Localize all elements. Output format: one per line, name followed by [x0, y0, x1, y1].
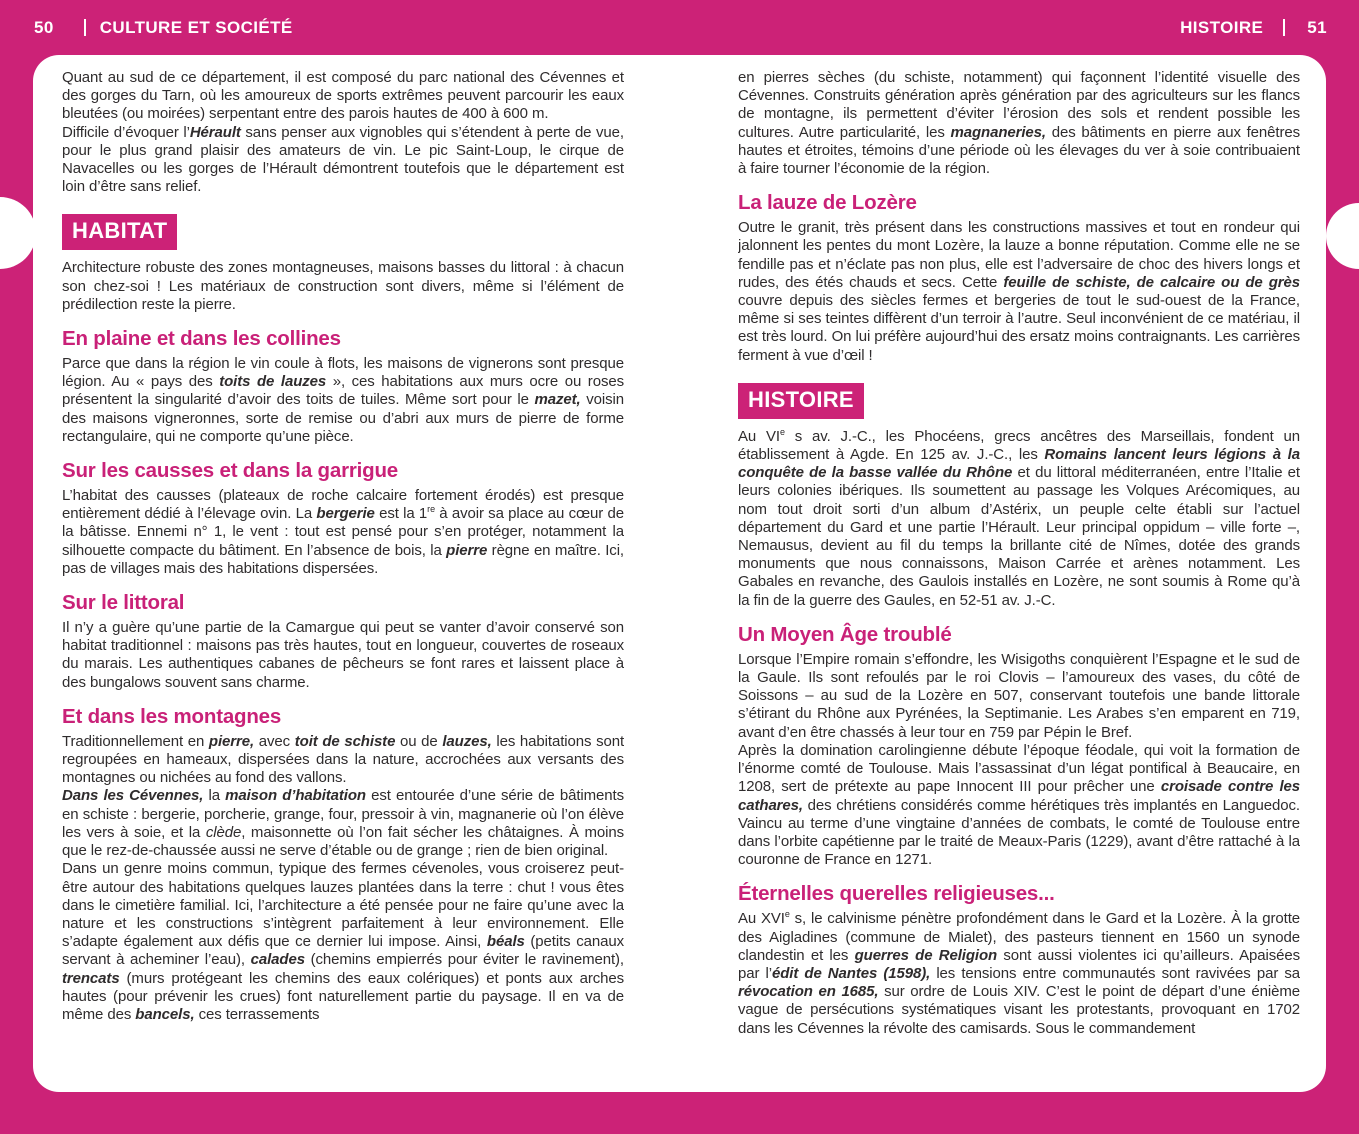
left-section-title: CULTURE ET SOCIÉTÉ — [99, 17, 293, 37]
emphasized-term: mazet, — [534, 391, 581, 409]
emphasized-term: pierre — [446, 541, 488, 559]
emphasized-term: lauzes, — [442, 732, 492, 750]
left-column — [62, 69, 624, 1092]
histoire-antiquite-paragraph: Au VIe s av. J.-C., les Phocéens, grecs ancêtres des Marseillais, fondent un établissement à Agde. En 125 av. J.-C., les Romains lancent leurs légions à la conquête de la basse vallée du Rhône et du littoral méditerranéen, entre l’Italie et leurs colonies ibériques. Ils soumettent au passage les Volques Arécomiques, au nom tout droit sorti d’un album d’Astérix, un peuple celte établi sur l’actuel département du Gard et une partie l’Hérault. Leur principal oppidum – ville forte –, Nemausus, devient au fil du temps la brillante cité de Nîmes, dotée des grands monuments que nous connaissons, Maison Carrée et arènes notamment. Les Gabales en revanche, des Gaulois installés en Lozère, ne sont soumis à Rome qu’à la fin de la guerre des Gaules, en 52-51 av. J.-C. — [738, 426, 1300, 609]
right-page-header — [1180, 0, 1327, 55]
en-plaine-paragraph: Parce que dans la région le vin coule à flots, les maisons de vignerons sont presque légion. Au « pays des toits de lauzes », ces habitations aux murs ocre ou roses présentent la singularité d’avoir des toits de tuiles. Même sort pour le mazet, voisin des maisons vigneronnes, sorte de remise ou d’abri aux murs de pierre de forme rectangulaire, qui ne comporte qu’une pièce. — [62, 355, 624, 445]
thumb-notch-right — [1326, 203, 1359, 269]
subheading-causses: Sur les causses et dans la garrigue — [62, 459, 398, 483]
thumb-notch-left — [0, 197, 36, 269]
lauze-paragraph: Outre le granit, très présent dans les constructions massives et tout en rondeur qui jalonnent les pentes du mont Lozère, la lauze a bonne réputation. Comme elle ne se fendille pas et n’éclate pas non plus, elle est l’adversaire de choc des hivers longs et rudes, des étés chauds et secs. Cette feuille de schiste, de calcaire ou de grès couvre depuis des siècles fermes et bergeries de tout le sud-ouest de la France, même si ses teintes diffèrent d’un terroir à l’autre. Seul inconvénient de ce matériau, il est très lourd. On lui préfère aujourd’hui des ersatz moins contraignants. Les carrières ferment à vue d’œil ! — [738, 219, 1300, 364]
habitat-intro-paragraph: Architecture robuste des zones montagneuses, maisons basses du littoral : à chacun son chez-soi ! Les matériaux de construction sont divers, même si l’élément de prédilection reste la pierre. — [62, 259, 624, 313]
histoire-section-heading: HISTOIRE — [738, 383, 864, 419]
emphasized-term: Romains lancent leurs légions à la conquête de la basse vallée du Rhône — [738, 446, 1300, 482]
littoral-paragraph: Il n’y a guère qu’une partie de la Camargue qui peut se vanter d’avoir conservé son habitat traditionnel : maisons pas très hautes, tout en longueur, couvertes de roseaux du marais. Les authentiques cabanes de pêcheurs se font rares et laissent place à des bungalows souvent sans charme. — [62, 619, 624, 691]
content-sheet — [33, 55, 1326, 1092]
intro-paragraph-2: Difficile d’évoquer l’Hérault sans penser aux vignobles qui s’étendent à perte de vue, pour le plus grand plaisir des amateurs de vin. Le pic Saint-Loup, le cirque de Navacelles ou les gorges de l’Hérault démontrent toutefois que le département est loin d’être sans relief. — [62, 123, 624, 196]
right-column — [738, 69, 1300, 1092]
header-divider-bar-right — [1283, 19, 1285, 36]
querelles-paragraph: Au XVIe s, le calvinisme pénètre profondément dans le Gard et la Lozère. À la grotte des Aigladines (commune de Mialet), des pasteurs tiennent en 1560 un synode clandestin et les guerres de Religion sont aussi violentes ici qu’ailleurs. Apaisées par l’édit de Nantes (1598), les tensions entre communautés sont ravivées par sa révocation en 1685, sur ordre de Louis XIV. C’est le point de départ d’une énième vague de persécutions systématiques visant les protestants, provoquant en 1702 dans les Cévennes la révolte des camisards. Sous le commandement — [738, 909, 1300, 1037]
subheading-montagnes: Et dans les montagnes — [62, 704, 282, 728]
subheading-lauze: La lauze de Lozère — [738, 191, 917, 215]
habitat-section-heading-row — [62, 214, 624, 250]
emphasized-term: e — [784, 909, 790, 920]
habitat-section-heading: HABITAT — [62, 214, 177, 250]
montagnes-paragraph-1: Traditionnellement en pierre, avec toit de schiste ou de lauzes, les habitations sont regroupées en hameaux, dispersées dans la nature, accrochées aux versants des montagnes ou nichées au fond des vallons. — [62, 732, 624, 787]
emphasized-term: calades — [250, 951, 305, 969]
subheading-moyen-age: Un Moyen Âge troublé — [738, 622, 952, 646]
intro-paragraph-1: Quant au sud de ce département, il est composé du parc national des Cévennes et des gorges du Tarn, où les amoureux de sports extrêmes peuvent parcourir les eaux bleutées (ou moirées) serpentant entre des parois hautes de 400 à 600 m. — [62, 69, 624, 123]
emphasized-term: toit de schiste — [294, 732, 396, 750]
emphasized-term: toits de lauzes — [219, 373, 327, 391]
header-divider-bar-left — [84, 19, 86, 36]
emphasized-term: révocation en 1685, — [738, 983, 879, 1001]
subheading-littoral: Sur le littoral — [62, 591, 185, 615]
emphasized-term: magnaneries, — [950, 123, 1046, 141]
emphasized-term: bancels, — [135, 1005, 195, 1023]
moyen-age-paragraph-2: Après la domination carolingienne débute l’époque féodale, qui voit la formation de l’énorme comté de Toulouse. Mais l’assassinat d’un légat pontifical à Beaucaire, en 1208, sert de prétexte au pape Innocent III pour prêcher une croisade contre les cathares, des chrétiens considérés comme hérétiques très implantés en Languedoc. Vaincu au terme d’une vingtaine d’années de combats, le comté de Toulouse entre dans l’orbite capétienne par le traité de Meaux-Paris (1229), avant d’être rattaché à la couronne de France en 1271. — [738, 741, 1300, 869]
emphasized-term: bergerie — [316, 505, 375, 523]
emphasized-term: maison d’habitation — [225, 787, 366, 805]
emphasized-term: pierre, — [208, 732, 255, 750]
emphasized-term: Hérault — [189, 123, 241, 141]
right-page-number: 51 — [1307, 17, 1327, 37]
moyen-age-paragraph-1: Lorsque l’Empire romain s’effondre, les Wisigoths conquièrent l’Espagne et le sud de la Gaule. Ils sont refoulés par le roi Clovis – l’amoureux des vases, du côté de Soissons – au sud de la Lozère en 507, conservant toutefois une bande littorale s’étirant du Rhône aux Pyrénées, la Septimanie. Les Arabes s’en emparent en 719, avant d’en être chassés à leur tour en 759 par Pépin le Bref. — [738, 650, 1300, 741]
montagnes-paragraph-3: Dans un genre moins commun, typique des fermes cévenoles, vous croiserez peut-être autour des habitations quelques lauzes plantées dans la terre : chut ! vous êtes dans le cimetière familial. Ici, l’architecture a été pensée pour ne faire qu’une avec la nature et les constructions s’intègrent parfaitement à leur environnement. Elle s’adapte également aux défis que ce dernier lui impose. Ainsi, béals (petits canaux servant à acheminer l’eau), calades (chemins empierrés pour éviter le ravinement), trencats (murs protégeant les chemins des eaux colériques) et ponts aux arches hautes (pour prévenir les crues) font naturellement partie du paysage. Il en va de même des bancels, ces terrassements — [62, 860, 624, 1023]
emphasized-term: édit de Nantes (1598), — [771, 964, 931, 982]
left-page-number: 50 — [34, 17, 54, 37]
emphasized-term: feuille de schiste, de calcaire ou de grès — [1003, 273, 1300, 291]
subheading-en-plaine: En plaine et dans les collines — [62, 327, 341, 351]
right-section-title: HISTOIRE — [1180, 17, 1264, 37]
left-page-header — [34, 0, 293, 55]
emphasized-term: re — [427, 504, 435, 515]
bancels-continuation-paragraph: en pierres sèches (du schiste, notamment) qui façonnent l’identité visuelle des Cévennes. Construits génération après génération par des agriculteurs sur les flancs de montagne, ils permettent d’éviter l’érosion des sols et rendent possible les cultures. Autre particularité, les magnaneries, des bâtiments en pierre aux fenêtres hautes et étroites, témoins d’une période où les élevages du ver à soie contribuaient à faire tourner l’économie de la région. — [738, 69, 1300, 178]
emphasized-term: béals — [486, 933, 525, 951]
causses-paragraph: L’habitat des causses (plateaux de roche calcaire fortement érodés) est presque entièrement dédié à l’élevage ovin. La bergerie est la 1re à avoir sa place au cœur de la bâtisse. Ennemi n° 1, le vent : tout est pensé pour s’en protéger, notamment la silhouette compacte du bâtiment. En l’absence de bois, la pierre règne en maître. Ici, pas de villages mais des habitations dispersées. — [62, 487, 624, 577]
emphasized-term: croisade contre les cathares, — [738, 778, 1300, 814]
emphasized-term: trencats — [62, 969, 120, 987]
subheading-querelles: Éternelles querelles religieuses... — [738, 882, 1055, 906]
histoire-section-heading-row — [738, 383, 1300, 419]
emphasized-term: clède — [205, 823, 242, 841]
emphasized-term: Dans les Cévennes, — [62, 787, 204, 805]
emphasized-term: guerres de Religion — [854, 946, 998, 964]
emphasized-term: e — [780, 426, 785, 437]
montagnes-paragraph-2: Dans les Cévennes, la maison d’habitation est entourée d’une série de bâtiments en schiste : bergerie, porcherie, grange, four, pressoir à vin, magnanerie où l’on élève les vers à soie, et la clède, maisonnette où l’on fait sécher les châtaignes. À moins que le rez-de-chaussée aussi ne serve d’étable ou de grange ; rien de bien original. — [62, 787, 624, 860]
